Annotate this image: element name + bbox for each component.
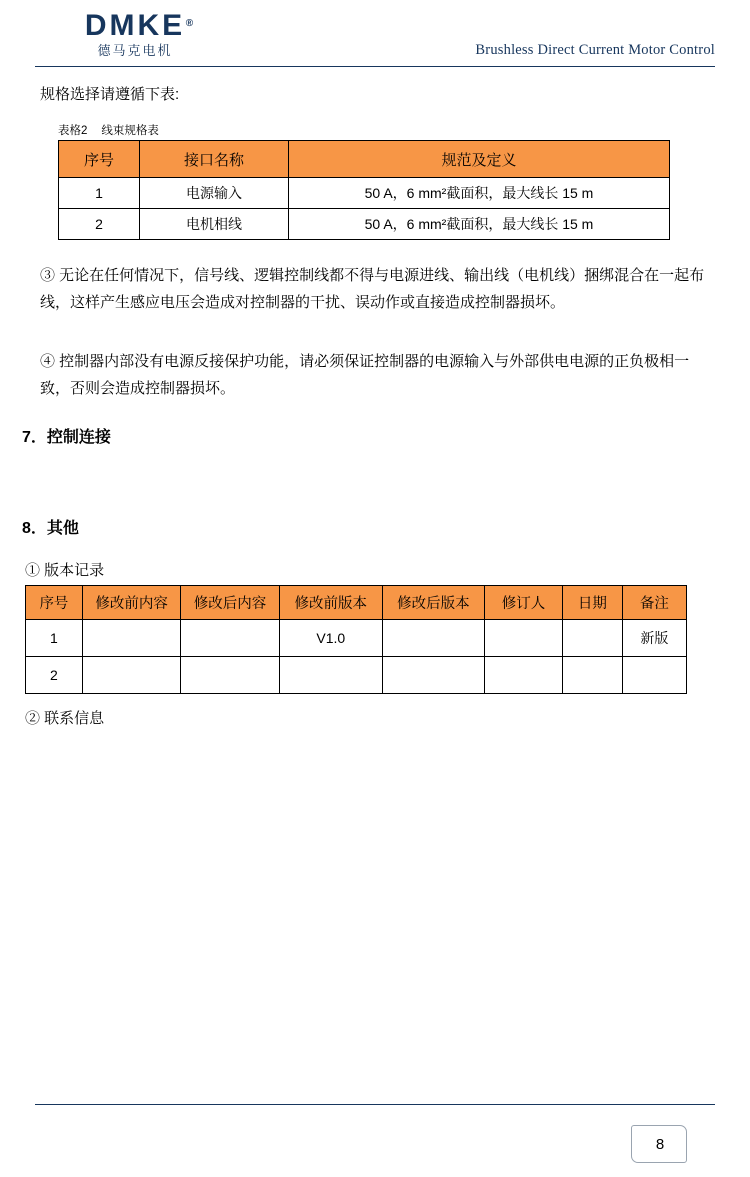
- subsection-contact-info: ② 联系信息: [25, 710, 105, 727]
- wire-cell-spec: 50 A，6 mm²截面积，最大线长 15 m: [289, 178, 670, 209]
- note-paragraph-3: ③ 无论在任何情况下，信号线、逻辑控制线都不得与电源进线、输出线（电机线）捆绑混合在一起布线，这样产生感应电压会造成对控制器的干扰、误动作或直接造成控制器损坏。: [40, 267, 705, 311]
- ver-cell-remark: [622, 657, 686, 694]
- table-row: [26, 620, 687, 657]
- section-heading-7: 7．控制连接: [22, 429, 111, 446]
- wire-th-interface: 接口名称: [140, 141, 289, 178]
- page-number: 8: [655, 1136, 665, 1153]
- wire-th-no: 序号: [59, 141, 140, 178]
- ver-th-before: 修改前内容: [82, 586, 180, 620]
- ver-th-reviser: 修订人: [484, 586, 562, 620]
- footer-divider: [35, 1104, 715, 1105]
- wire-table-caption-title: 线束规格表: [101, 125, 159, 137]
- logo-wordmark: [84, 9, 197, 42]
- wire-cell-interface: 电机相线: [140, 209, 289, 240]
- version-record-table: [25, 585, 687, 694]
- ver-cell-after: [181, 620, 279, 657]
- ver-cell-before: [82, 620, 180, 657]
- ver-cell-before: [82, 657, 180, 694]
- note-paragraph-4: ④ 控制器内部没有电源反接保护功能，请必须保证控制器的电源输入与外部供电电源的正负极相一致，否则会造成控制器损坏。: [40, 353, 690, 397]
- ver-th-after: 修改后内容: [181, 586, 279, 620]
- wire-cell-no: 1: [59, 178, 140, 209]
- wire-cell-spec: 50 A，6 mm²截面积，最大线长 15 m: [289, 209, 670, 240]
- ver-cell-no: 2: [26, 657, 83, 694]
- registered-trademark-icon: ®: [185, 18, 197, 29]
- ver-cell-date: [563, 620, 623, 657]
- page-number-box: [631, 1125, 687, 1163]
- ver-th-prev-ver: 修改前版本: [279, 586, 382, 620]
- ver-cell-reviser: [484, 620, 562, 657]
- ver-cell-no: 1: [26, 620, 83, 657]
- lead-paragraph: 规格选择请遵循下表:: [40, 86, 180, 103]
- table-row: [26, 657, 687, 694]
- ver-cell-new-ver: [382, 620, 484, 657]
- table-row: [59, 178, 670, 209]
- logo-subtitle: 德马克电机: [97, 43, 173, 58]
- subsection-version-record: ① 版本记录: [25, 562, 105, 579]
- wire-cell-no: 2: [59, 209, 140, 240]
- ver-th-new-ver: 修改后版本: [382, 586, 484, 620]
- wire-table-caption: [58, 122, 159, 138]
- header-title: Brushless Direct Current Motor Control: [475, 42, 715, 58]
- ver-th-no: 序号: [26, 586, 83, 620]
- wire-th-spec: 规范及定义: [289, 141, 670, 178]
- page-header: [35, 10, 715, 65]
- ver-cell-prev-ver: V1.0: [279, 620, 382, 657]
- wire-cell-interface: 电源输入: [140, 178, 289, 209]
- dmke-logo: [45, 10, 225, 59]
- ver-cell-new-ver: [382, 657, 484, 694]
- ver-cell-reviser: [484, 657, 562, 694]
- ver-cell-remark: 新版: [622, 620, 686, 657]
- section-heading-8: 8．其他: [22, 520, 79, 537]
- ver-cell-date: [563, 657, 623, 694]
- table-header-row: [59, 141, 670, 178]
- header-divider: [35, 66, 715, 67]
- ver-cell-prev-ver: [279, 657, 382, 694]
- logo-main-text: DMKE: [84, 9, 186, 42]
- wire-table-caption-label: 表格2: [58, 125, 88, 137]
- wire-spec-table: [58, 140, 670, 240]
- table-row: [59, 209, 670, 240]
- table-header-row: [26, 586, 687, 620]
- ver-th-remark: 备注: [622, 586, 686, 620]
- ver-cell-after: [181, 657, 279, 694]
- ver-th-date: 日期: [563, 586, 623, 620]
